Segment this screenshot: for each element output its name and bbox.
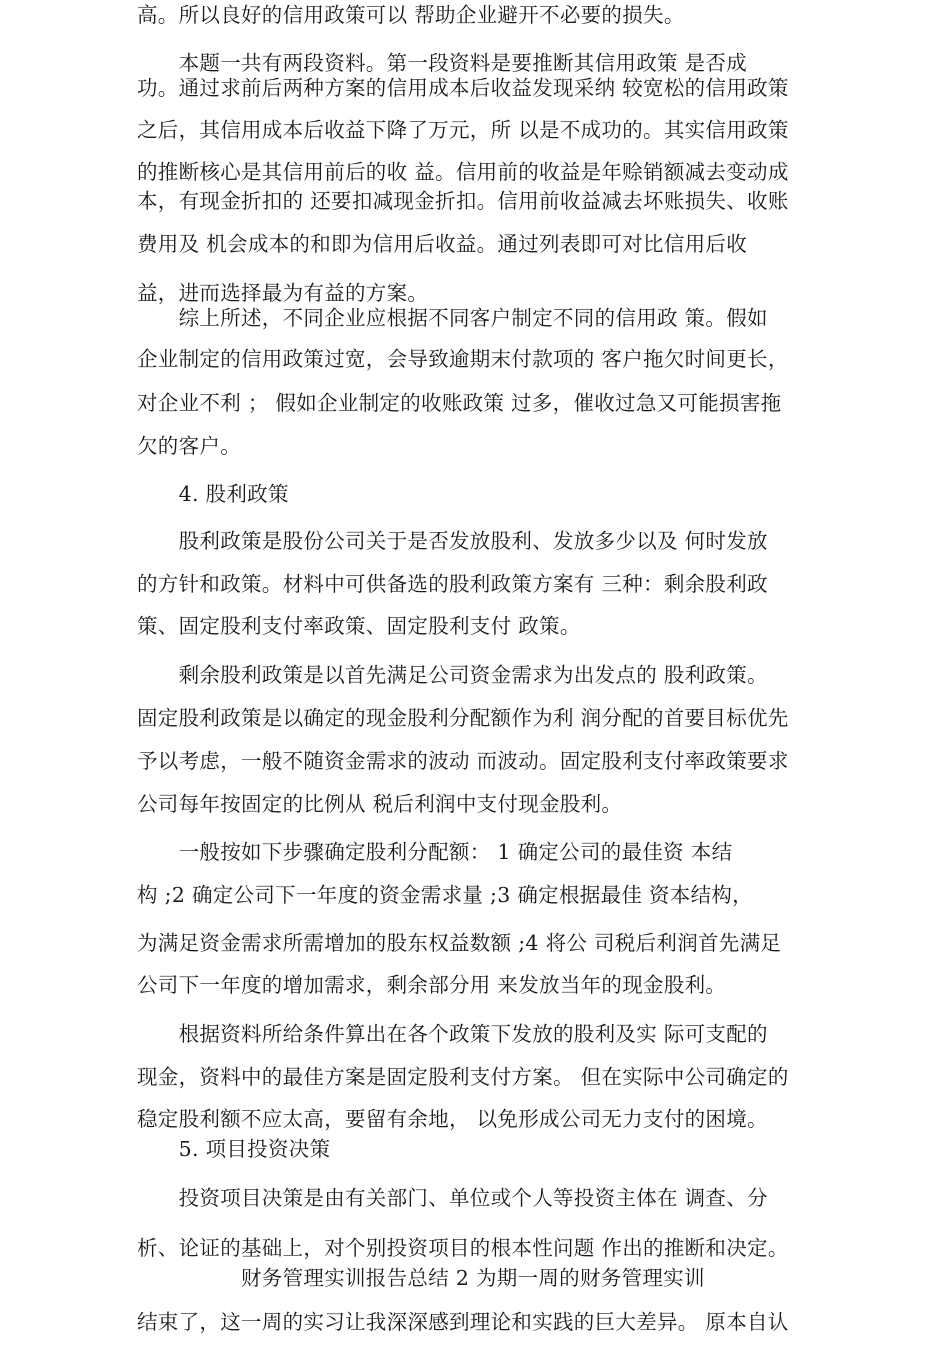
text-line: 固定股利政策是以确定的现金股利分配额作为利 润分配的首要目标优先 [137, 706, 789, 730]
text-line: 的方针和政策。材料中可供备选的股利政策方案有 三种：剩余股利政 [137, 572, 768, 596]
text-line: 之后，其信用成本后收益下降了万元，所 以是不成功的。其实信用政策 [137, 118, 789, 142]
text-line: 功。通过求前后两种方案的信用成本后收益发现采纳 较宽松的信用政策 [137, 76, 789, 100]
text-line: 本，有现金折扣的 还要扣减现金折扣。信用前收益减去坏账损失、收账 [137, 189, 789, 213]
text-line: 高。所以良好的信用政策可以 帮助企业避开不必要的损失。 [137, 3, 685, 27]
text-line: 稳定股利额不应太高，要留有余地， 以免形成公司无力支付的困境。 [137, 1107, 768, 1131]
text-line: 本题一共有两段资料。第一段资料是要推断其信用政策 是否成 [137, 51, 748, 75]
text-line: 为满足资金需求所需增加的股东权益数额 ;4 将公 司税后利润首先满足 [137, 931, 782, 955]
report-title-line: 财务管理实训报告总结 2 为期一周的财务管理实训 [137, 1266, 705, 1290]
text-line: 予以考虑，一般不随资金需求的波动 而波动。固定股利支付率政策要求 [137, 749, 789, 773]
text-line: 投资项目决策是由有关部门、单位或个人等投资主体在 调查、分 [137, 1186, 768, 1210]
text-line: 公司每年按固定的比例从 税后利润中支付现金股利。 [137, 792, 623, 816]
text-line: 结束了，这一周的实习让我深深感到理论和实践的巨大差异。 原本自认 [137, 1310, 789, 1334]
text-line: 构 ;2 确定公司下一年度的资金需求量 ;3 确定根据最佳 资本结构， [137, 883, 753, 907]
text-line: 综上所述，不同企业应根据不同客户制定不同的信用政 策。假如 [137, 306, 768, 330]
text-line: 企业制定的信用政策过宽，会导致逾期末付款项的 客户拖欠时间更长， [137, 347, 789, 371]
text-line: 策、固定股利支付率政策、固定股利支付 政策。 [137, 614, 581, 638]
text-line: 欠的客户。 [137, 434, 241, 458]
text-line: 剩余股利政策是以首先满足公司资金需求为出发点的 股利政策。 [137, 663, 768, 687]
text-line: 对企业不利 ； 假如企业制定的收账政策 过多，催收过急又可能损害拖 [137, 391, 782, 415]
text-line: 益，进而选择最为有益的方案。 [137, 281, 429, 305]
text-line: 根据资料所给条件算出在各个政策下发放的股利及实 际可支配的 [137, 1022, 768, 1046]
text-line: 析、论证的基础上，对个别投资项目的根本性问题 作出的推断和决定。 [137, 1236, 789, 1260]
text-line: 现金，资料中的最佳方案是固定股利支付方案。 但在实际中公司确定的 [137, 1065, 789, 1089]
section-heading: 5. 项目投资决策 [137, 1137, 331, 1161]
text-line: 股利政策是股份公司关于是否发放股利、发放多少以及 何时发放 [137, 529, 768, 553]
text-line: 的推断核心是其信用前后的收 益。信用前的收益是年赊销额减去变动成 [137, 160, 789, 184]
section-heading: 4. 股利政策 [137, 482, 289, 506]
text-line: 公司下一年度的增加需求，剩余部分用 来发放当年的现金股利。 [137, 973, 727, 997]
text-line: 费用及 机会成本的和即为信用后收益。通过列表即可对比信用后收 [137, 232, 748, 256]
text-line: 一般按如下步骤确定股利分配额： 1 确定公司的最佳资 本结 [137, 840, 733, 864]
